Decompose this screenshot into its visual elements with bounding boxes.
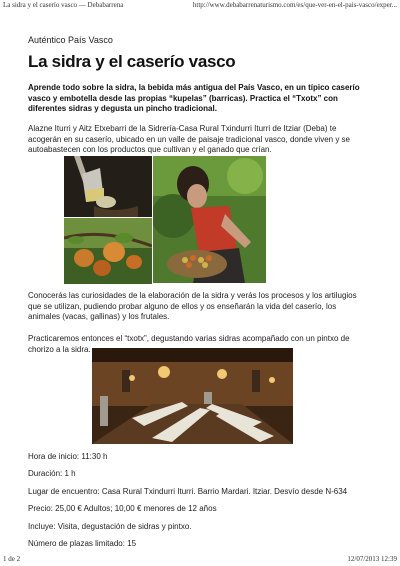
lead-paragraph: Aprende todo sobre la sidra, la bebida más antigua del País Vasco, en un típico caserío vasco y embotella desde las propias “kupelas” (barricas). Practica el “Txotx” con diferentes sidras y degusta un pincho tradicional. — [28, 83, 360, 113]
detail-places: Número de plazas limitado: 15 — [28, 538, 137, 548]
apples-branch-photo — [64, 218, 152, 284]
process-paragraph: Conocerás las curiosidades de la elaboración de la sidra y verás los procesos y los artilugios que se utilizan, pudiendo probar alguno de ellos y os enseñarán la vida del caserío, los animales (vacas, gallinas) y los frutales. — [28, 291, 357, 321]
page-title: La sidra y el caserío vasco — [28, 52, 236, 71]
print-header-url: http://www.debabarrenaturismo.com/es/que-ver-en-el-pais-vasco/exper... — [192, 1, 397, 9]
page-number: 1 de 2 — [3, 555, 21, 563]
apple-picking-photo — [153, 156, 266, 283]
detail-meeting-point: Lugar de encuentro: Casa Rural Txindurri Iturri. Barrio Mardari. Itziar. Desvío desde N-634 — [28, 486, 348, 496]
detail-start-time: Hora de inicio: 11:30 h — [28, 452, 108, 461]
print-header — [0, 0, 400, 12]
cider-pouring-photo — [64, 156, 152, 217]
txotx-paragraph: Practicaremos entonces el “txotx”, degustando varias sidras acompañado con un pintxo de chorizo a la sidra. — [28, 334, 350, 354]
print-footer — [0, 554, 400, 566]
cider-house-hall-photo — [92, 348, 293, 444]
detail-includes: Incluye: Visita, degustación de sidras y pintxo. — [28, 521, 192, 531]
section-label: Auténtico País Vasco — [28, 35, 113, 45]
print-header-title: La sidra y el caserío vasco — Debabarrena — [3, 1, 124, 9]
print-date: 12/07/2013 12:39 — [347, 555, 397, 563]
detail-price: Precio: 25,00 € Adultos; 10,00 € menores de 12 años — [28, 504, 217, 514]
activity-details — [28, 452, 373, 556]
detail-duration: Duración: 1 h — [28, 469, 76, 479]
intro-paragraph: Alazne Iturri y Aitz Etxebarri de la Sidrería-Casa Rural Txindurri Iturri de Itziar (Deba) te acogerán en su caserío, ubicado en un valle de paisaje tradicional vasco, donde viven y se autoabastecen con los productos que cultivan y el ganado que crían. — [28, 124, 350, 154]
